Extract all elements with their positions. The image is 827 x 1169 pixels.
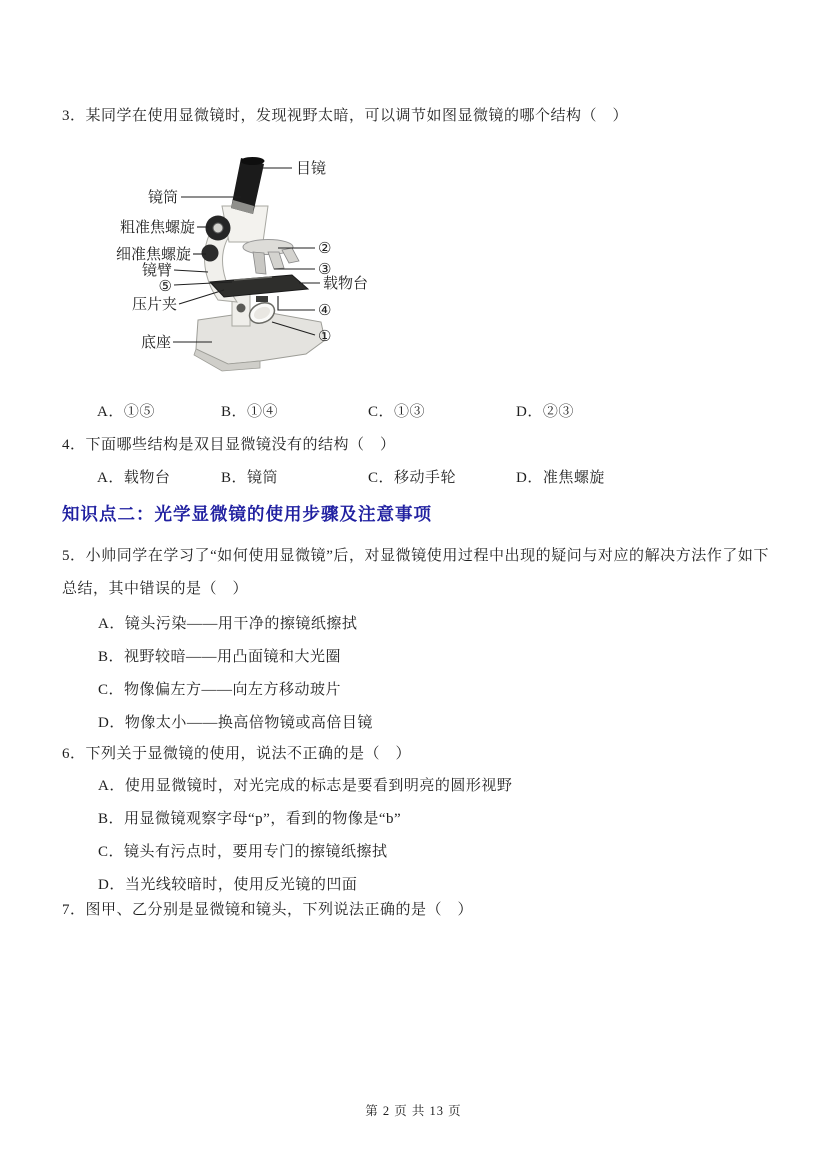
coarse-focus-knob-shape — [206, 216, 231, 241]
label-base: 底座 — [140, 335, 171, 351]
eyepiece-tube-shape — [231, 157, 265, 214]
q4-option-b: B．镜筒 — [221, 470, 279, 486]
question-6-stem: 6．下列关于显微镜的使用，说法不正确的是（ ） — [62, 746, 412, 762]
page-footer: 第 2 页 共 13 页 — [365, 1104, 462, 1118]
q4-option-d: D．准焦螺旋 — [516, 470, 605, 486]
q3-option-d: D．②③ — [516, 404, 574, 420]
question-3-options — [0, 400, 827, 420]
q3-option-a: A．①⑤ — [97, 404, 155, 420]
q6-option-a: A．使用显微镜时，对光完成的标志是要看到明亮的圆形视野 — [98, 778, 513, 794]
question-4-stem: 4．下面哪些结构是双目显微镜没有的结构（ ） — [62, 437, 396, 453]
q6-option-d: D．当光线较暗时，使用反光镜的凹面 — [98, 877, 358, 893]
fine-focus-knob-shape — [202, 245, 219, 262]
label-stage: 载物台 — [323, 276, 369, 292]
question-3-stem: 3．某同学在使用显微镜时，发现视野太暗，可以调节如图显微镜的哪个结构（ ） — [62, 108, 629, 124]
section-2-title: 知识点二：光学显微镜的使用步骤及注意事项 — [62, 504, 432, 524]
label-num5: ⑤ — [158, 279, 172, 295]
question-7-stem: 7．图甲、乙分别是显微镜和镜头，下列说法正确的是（ ） — [62, 902, 474, 918]
q5-option-d: D．物像太小——换高倍物镜或高倍目镜 — [98, 715, 373, 731]
label-fine-focus: 细准焦螺旋 — [115, 247, 191, 263]
label-num3: ③ — [318, 262, 332, 278]
question-5-stem: 5．小帅同学在学习了“如何使用显微镜”后，对显微镜使用过程中出现的疑问与对应的解决方法作了如下总结，其中错误的是（ ） — [62, 548, 769, 597]
label-stage-clip: 压片夹 — [131, 297, 177, 313]
label-num2: ② — [318, 241, 332, 257]
q5-option-b: B．视野较暗——用凸面镜和大光圈 — [98, 649, 342, 665]
label-num1: ① — [318, 329, 332, 345]
label-tube: 镜筒 — [147, 190, 178, 206]
label-coarse-focus: 粗准焦螺旋 — [119, 220, 195, 236]
inclination-screw-shape — [237, 304, 246, 313]
q6-option-b: B．用显微镜观察字母“p”，看到的物像是“b” — [98, 811, 402, 827]
label-num4: ④ — [318, 303, 332, 319]
label-arm: 镜臂 — [141, 263, 172, 279]
q5-option-a: A．镜头污染——用干净的擦镜纸擦拭 — [98, 616, 358, 632]
q4-option-a: A．载物台 — [97, 470, 171, 486]
q3-option-c: C．①③ — [368, 404, 426, 420]
question-4-options — [0, 466, 827, 486]
q6-option-c: C．镜头有污点时，要用专门的擦镜纸擦拭 — [98, 844, 388, 860]
label-eyepiece: 目镜 — [296, 161, 327, 177]
q5-option-c: C．物像偏左方——向左方移动玻片 — [98, 682, 342, 698]
microscope-figure — [110, 150, 380, 380]
q4-option-c: C．移动手轮 — [368, 470, 457, 486]
q3-option-b: B．①④ — [221, 404, 279, 420]
